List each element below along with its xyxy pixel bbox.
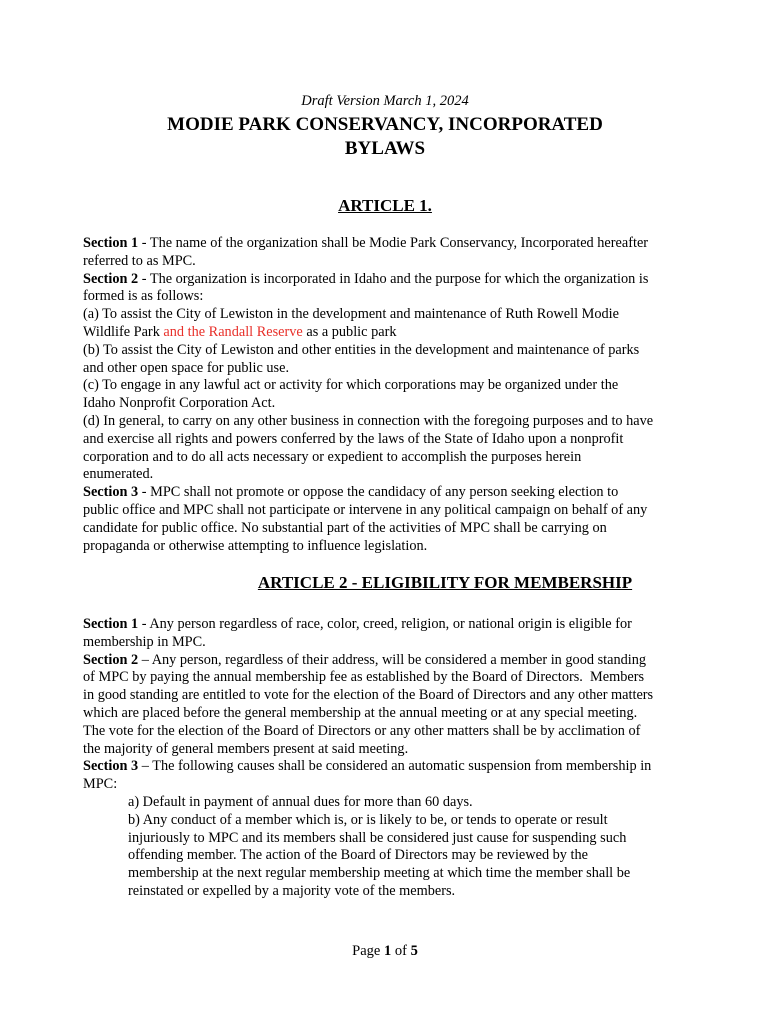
purpose-d: (d) In general, to carry on any other business in connection with the foregoing purposes and to have [83, 412, 654, 429]
article-1-section-1 [83, 235, 693, 253]
total-pages: 5 [410, 943, 418, 959]
purpose-c: (c) To engage in any lawful act or activity for which corporations may be organized under the [83, 377, 619, 394]
text: - The organization is incorporated in Idaho and the purpose for which the organization is [138, 270, 649, 287]
article-2-section-3 [83, 758, 693, 776]
text: - MPC shall not promote or oppose the candidacy of any person seeking election to [138, 484, 619, 501]
inserted-text: and the Randall Reserve [163, 323, 303, 340]
text: as a public park [302, 323, 397, 340]
section-label: Section 3 [83, 484, 139, 501]
article-2-body [83, 616, 693, 901]
text-line: The vote for the election of the Board of Directors or any other matters shall be by acclimation of [83, 722, 641, 739]
text-line: propaganda or otherwise attempting to influence legislation. [83, 537, 428, 554]
text-line: in good standing are entitled to vote for the election of the Board of Directors and any other matters [83, 687, 654, 704]
purpose-a-cont [83, 324, 693, 342]
section-label: Section 1 [83, 235, 139, 251]
section-label: Section 2 [83, 270, 139, 287]
text-line: which are placed before the general membership at the annual meeting or at any special meeting. [83, 704, 638, 721]
purpose-b: (b) To assist the City of Lewiston and other entities in the development and maintenance of parks [83, 341, 640, 358]
article-1-body [83, 235, 693, 555]
suspension-cause-a: a) Default in payment of annual dues for more than 60 days. [128, 793, 473, 810]
text-line: formed is as follows: [83, 288, 204, 305]
suspension-cause-b: b) Any conduct of a member which is, or is likely to be, or tends to operate or result [128, 811, 608, 828]
page-label: Page [352, 943, 384, 959]
text: – The following causes shall be considered an automatic suspension from membership in [138, 758, 652, 775]
article-1-section-2 [83, 271, 693, 289]
of-label: of [391, 943, 411, 959]
text: - Any person regardless of race, color, creed, religion, or national origin is eligible for [138, 616, 632, 632]
text-line: offending member. The action of the Board of Directors may be reviewed by the [128, 847, 588, 864]
text-line: corporation and to do all acts necessary or expedient to accomplish the purposes herein [83, 448, 582, 465]
text-line: membership in MPC. [83, 633, 206, 650]
text-line: enumerated. [83, 466, 154, 483]
text-line: and other open space for public use. [83, 359, 290, 376]
draft-version: Draft Version March 1, 2024 [301, 93, 469, 109]
article-2-heading: ARTICLE 2 - ELIGIBILITY FOR MEMBERSHIP [257, 573, 633, 592]
section-label: Section 1 [83, 616, 139, 632]
text-line: public office and MPC shall not participate or intervene in any political campaign on behalf of any [83, 501, 648, 518]
text-line: injuriously to MPC and its members shall be considered just cause for suspending such [128, 829, 627, 846]
article-2-section-2 [83, 652, 693, 670]
text-line: referred to as MPC. [83, 252, 196, 269]
text-line: reinstated or expelled by a majority vote of the members. [128, 882, 456, 899]
document-subtitle: BYLAWS [344, 138, 426, 159]
text: – Any person, regardless of their address, will be considered a member in good standing [138, 651, 647, 668]
article-1-heading: ARTICLE 1. [338, 196, 432, 215]
text-line: candidate for public office. No substantial part of the activities of MPC shall be carrying on [83, 519, 607, 536]
text-line: of MPC by paying the annual membership fee as established by the Board of Directors. Members [83, 669, 645, 686]
text-line: the majority of general members present at said meeting. [83, 740, 409, 757]
text-line: membership at the next regular membership meeting at which time the member shall be [128, 865, 631, 882]
text-line: MPC: [83, 776, 118, 793]
section-label: Section 2 [83, 651, 139, 668]
document-title: MODIE PARK CONSERVANCY, INCORPORATED [167, 114, 603, 135]
page-number [0, 943, 770, 960]
current-page: 1 [383, 943, 392, 959]
purpose-a: (a) To assist the City of Lewiston in the development and maintenance of Ruth Rowell Modie [83, 306, 619, 323]
text: - The name of the organization shall be Modie Park Conservancy, Incorporated hereafter [138, 235, 649, 251]
article-2-section-1 [83, 616, 693, 634]
text: Wildlife Park [83, 323, 164, 340]
text-line: Idaho Nonprofit Corporation Act. [83, 395, 276, 412]
section-label: Section 3 [83, 758, 139, 775]
article-1-section-3 [83, 484, 693, 502]
text-line: and exercise all rights and powers conferred by the laws of the State of Idaho upon a nonprofit [83, 430, 624, 447]
